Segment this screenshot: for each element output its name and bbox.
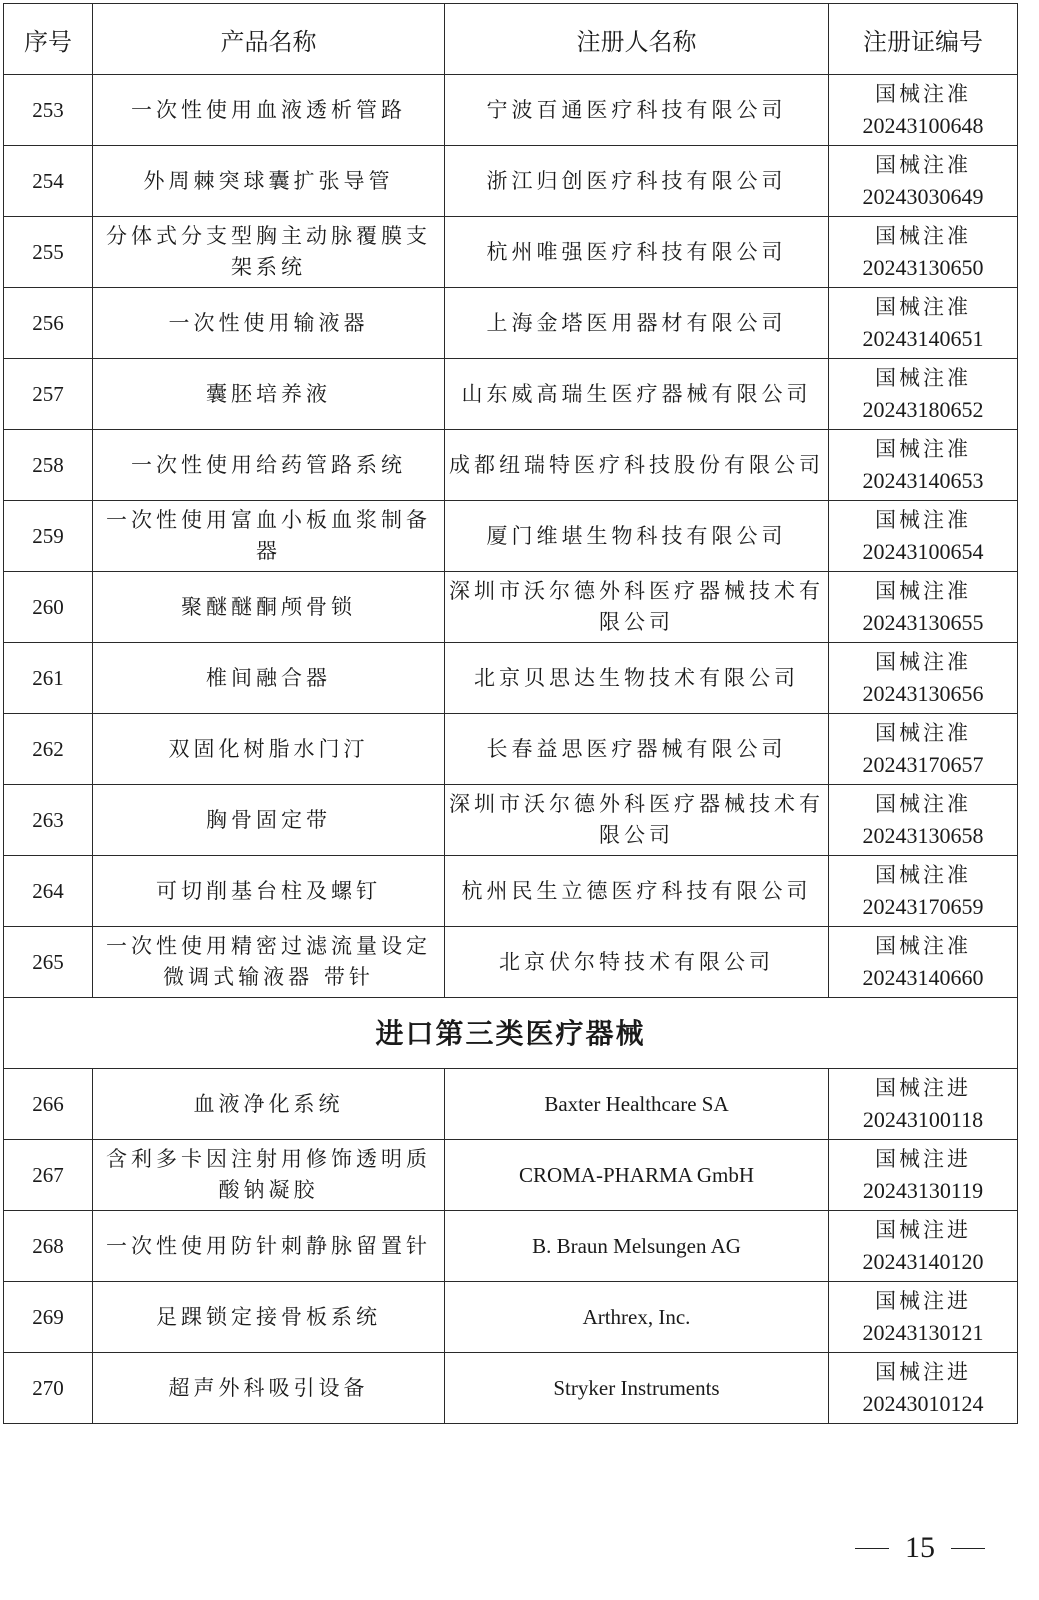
row-registrant-name: Arthrex, Inc. (445, 1282, 829, 1353)
certificate-prefix: 国械注准 (875, 934, 971, 958)
header-registrant-name: 注册人名称 (445, 4, 829, 75)
certificate-code: 20243130656 (862, 681, 984, 706)
certificate-prefix: 国械注准 (875, 508, 971, 532)
row-product-name: 一次性使用输液器 (93, 288, 445, 359)
certificate-prefix: 国械注准 (875, 792, 971, 816)
row-certificate-number (829, 643, 1018, 714)
row-seq: 265 (4, 927, 93, 998)
row-product-name: 双固化树脂水门汀 (93, 714, 445, 785)
certificate-prefix: 国械注准 (875, 82, 971, 106)
row-product-name: 囊胚培养液 (93, 359, 445, 430)
row-registrant-name: 上海金塔医用器材有限公司 (445, 288, 829, 359)
row-certificate-number (829, 75, 1018, 146)
row-certificate-number (829, 1353, 1018, 1424)
row-seq: 267 (4, 1140, 93, 1211)
row-seq: 261 (4, 643, 93, 714)
row-registrant-name: 成都纽瑞特医疗科技股份有限公司 (445, 430, 829, 501)
header-certificate-number: 注册证编号 (829, 4, 1018, 75)
row-product-name: 足踝锁定接骨板系统 (93, 1282, 445, 1353)
certificate-code: 20243100118 (862, 1107, 984, 1132)
row-registrant-name: 深圳市沃尔德外科医疗器械技术有限公司 (445, 572, 829, 643)
table-row (4, 643, 1018, 714)
row-product-name: 血液净化系统 (93, 1069, 445, 1140)
row-product-name: 聚醚醚酮颅骨锁 (93, 572, 445, 643)
page-number-left-dash (855, 1548, 889, 1549)
row-certificate-number (829, 501, 1018, 572)
row-seq: 254 (4, 146, 93, 217)
row-registrant-name: 北京贝思达生物技术有限公司 (445, 643, 829, 714)
domestic-rows (4, 75, 1018, 998)
certificate-prefix: 国械注准 (875, 153, 971, 177)
row-seq: 263 (4, 785, 93, 856)
table-header-row (4, 4, 1018, 75)
row-seq: 255 (4, 217, 93, 288)
row-certificate-number (829, 1069, 1018, 1140)
row-seq: 260 (4, 572, 93, 643)
row-certificate-number (829, 217, 1018, 288)
row-seq: 264 (4, 856, 93, 927)
row-certificate-number (829, 1282, 1018, 1353)
table-row (4, 1353, 1018, 1424)
certificate-code: 20243170657 (862, 752, 984, 777)
row-certificate-number (829, 1211, 1018, 1282)
row-product-name: 一次性使用血液透析管路 (93, 75, 445, 146)
section-row (4, 998, 1018, 1069)
certificate-prefix: 国械注准 (875, 650, 971, 674)
row-seq: 258 (4, 430, 93, 501)
certificate-code: 20243030649 (862, 184, 984, 209)
row-product-name: 椎间融合器 (93, 643, 445, 714)
table-row (4, 785, 1018, 856)
row-product-name: 分体式分支型胸主动脉覆膜支架系统 (93, 217, 445, 288)
row-registrant-name: 浙江归创医疗科技有限公司 (445, 146, 829, 217)
table-row (4, 430, 1018, 501)
row-seq: 253 (4, 75, 93, 146)
certificate-prefix: 国械注准 (875, 295, 971, 319)
row-registrant-name: 厦门维堪生物科技有限公司 (445, 501, 829, 572)
header-seq: 序号 (4, 4, 93, 75)
certificate-prefix: 国械注进 (875, 1147, 971, 1171)
row-product-name: 外周棘突球囊扩张导管 (93, 146, 445, 217)
certificate-code: 20243130650 (862, 255, 984, 280)
row-seq: 268 (4, 1211, 93, 1282)
row-certificate-number (829, 1140, 1018, 1211)
row-seq: 266 (4, 1069, 93, 1140)
certificate-code: 20243140660 (862, 965, 984, 990)
certificate-code: 20243130655 (862, 610, 984, 635)
row-product-name: 含利多卡因注射用修饰透明质酸钠凝胶 (93, 1140, 445, 1211)
page-number-value: 15 (905, 1531, 935, 1564)
row-seq: 262 (4, 714, 93, 785)
registration-table (3, 3, 1018, 1424)
table-row (4, 714, 1018, 785)
certificate-code: 20243130119 (862, 1178, 984, 1203)
section-title: 进口第三类医疗器械 (4, 998, 1018, 1069)
certificate-prefix: 国械注进 (875, 1218, 971, 1242)
row-registrant-name: 杭州民生立德医疗科技有限公司 (445, 856, 829, 927)
row-certificate-number (829, 146, 1018, 217)
row-registrant-name: 杭州唯强医疗科技有限公司 (445, 217, 829, 288)
certificate-code: 20243130121 (862, 1320, 984, 1345)
row-certificate-number (829, 785, 1018, 856)
row-certificate-number (829, 430, 1018, 501)
row-registrant-name: 深圳市沃尔德外科医疗器械技术有限公司 (445, 785, 829, 856)
certificate-prefix: 国械注准 (875, 224, 971, 248)
row-product-name: 可切削基台柱及螺钉 (93, 856, 445, 927)
table-row (4, 1282, 1018, 1353)
row-certificate-number (829, 572, 1018, 643)
import-rows (4, 1069, 1018, 1424)
row-registrant-name: 宁波百通医疗科技有限公司 (445, 75, 829, 146)
certificate-code: 20243010124 (862, 1391, 984, 1416)
table-row (4, 75, 1018, 146)
table-row (4, 217, 1018, 288)
table-row (4, 856, 1018, 927)
certificate-prefix: 国械注准 (875, 579, 971, 603)
row-product-name: 一次性使用给药管路系统 (93, 430, 445, 501)
row-product-name: 一次性使用精密过滤流量设定微调式输液器 带针 (93, 927, 445, 998)
certificate-code: 20243140120 (862, 1249, 984, 1274)
certificate-code: 20243180652 (862, 397, 984, 422)
certificate-prefix: 国械注进 (875, 1076, 971, 1100)
certificate-code: 20243130658 (862, 823, 984, 848)
row-product-name: 一次性使用防针刺静脉留置针 (93, 1211, 445, 1282)
row-certificate-number (829, 856, 1018, 927)
row-product-name: 超声外科吸引设备 (93, 1353, 445, 1424)
table-row (4, 1140, 1018, 1211)
row-seq: 270 (4, 1353, 93, 1424)
row-registrant-name: 山东威高瑞生医疗器械有限公司 (445, 359, 829, 430)
table-row (4, 288, 1018, 359)
row-certificate-number (829, 927, 1018, 998)
certificate-code: 20243100654 (862, 539, 984, 564)
certificate-code: 20243140653 (862, 468, 984, 493)
row-seq: 257 (4, 359, 93, 430)
certificate-code: 20243140651 (862, 326, 984, 351)
row-registrant-name: 北京伏尔特技术有限公司 (445, 927, 829, 998)
row-registrant-name: 长春益思医疗器械有限公司 (445, 714, 829, 785)
table-row (4, 1069, 1018, 1140)
certificate-prefix: 国械注准 (875, 366, 971, 390)
row-certificate-number (829, 359, 1018, 430)
row-product-name: 胸骨固定带 (93, 785, 445, 856)
row-seq: 259 (4, 501, 93, 572)
table-row (4, 1211, 1018, 1282)
row-seq: 269 (4, 1282, 93, 1353)
table-row (4, 501, 1018, 572)
table-row (4, 359, 1018, 430)
certificate-prefix: 国械注准 (875, 863, 971, 887)
certificate-code: 20243100648 (862, 113, 984, 138)
table-row (4, 146, 1018, 217)
row-registrant-name: CROMA-PHARMA GmbH (445, 1140, 829, 1211)
table-row (4, 927, 1018, 998)
certificate-prefix: 国械注准 (875, 437, 971, 461)
row-registrant-name: Stryker Instruments (445, 1353, 829, 1424)
row-product-name: 一次性使用富血小板血浆制备器 (93, 501, 445, 572)
table-row (4, 572, 1018, 643)
row-certificate-number (829, 288, 1018, 359)
certificate-prefix: 国械注进 (875, 1289, 971, 1313)
certificate-prefix: 国械注准 (875, 721, 971, 745)
header-product-name: 产品名称 (93, 4, 445, 75)
certificate-code: 20243170659 (862, 894, 984, 919)
row-certificate-number (829, 714, 1018, 785)
certificate-prefix: 国械注进 (875, 1360, 971, 1384)
row-registrant-name: Baxter Healthcare SA (445, 1069, 829, 1140)
page-number-right-dash (951, 1548, 985, 1549)
row-seq: 256 (4, 288, 93, 359)
page-number (855, 1528, 985, 1568)
row-registrant-name: B. Braun Melsungen AG (445, 1211, 829, 1282)
